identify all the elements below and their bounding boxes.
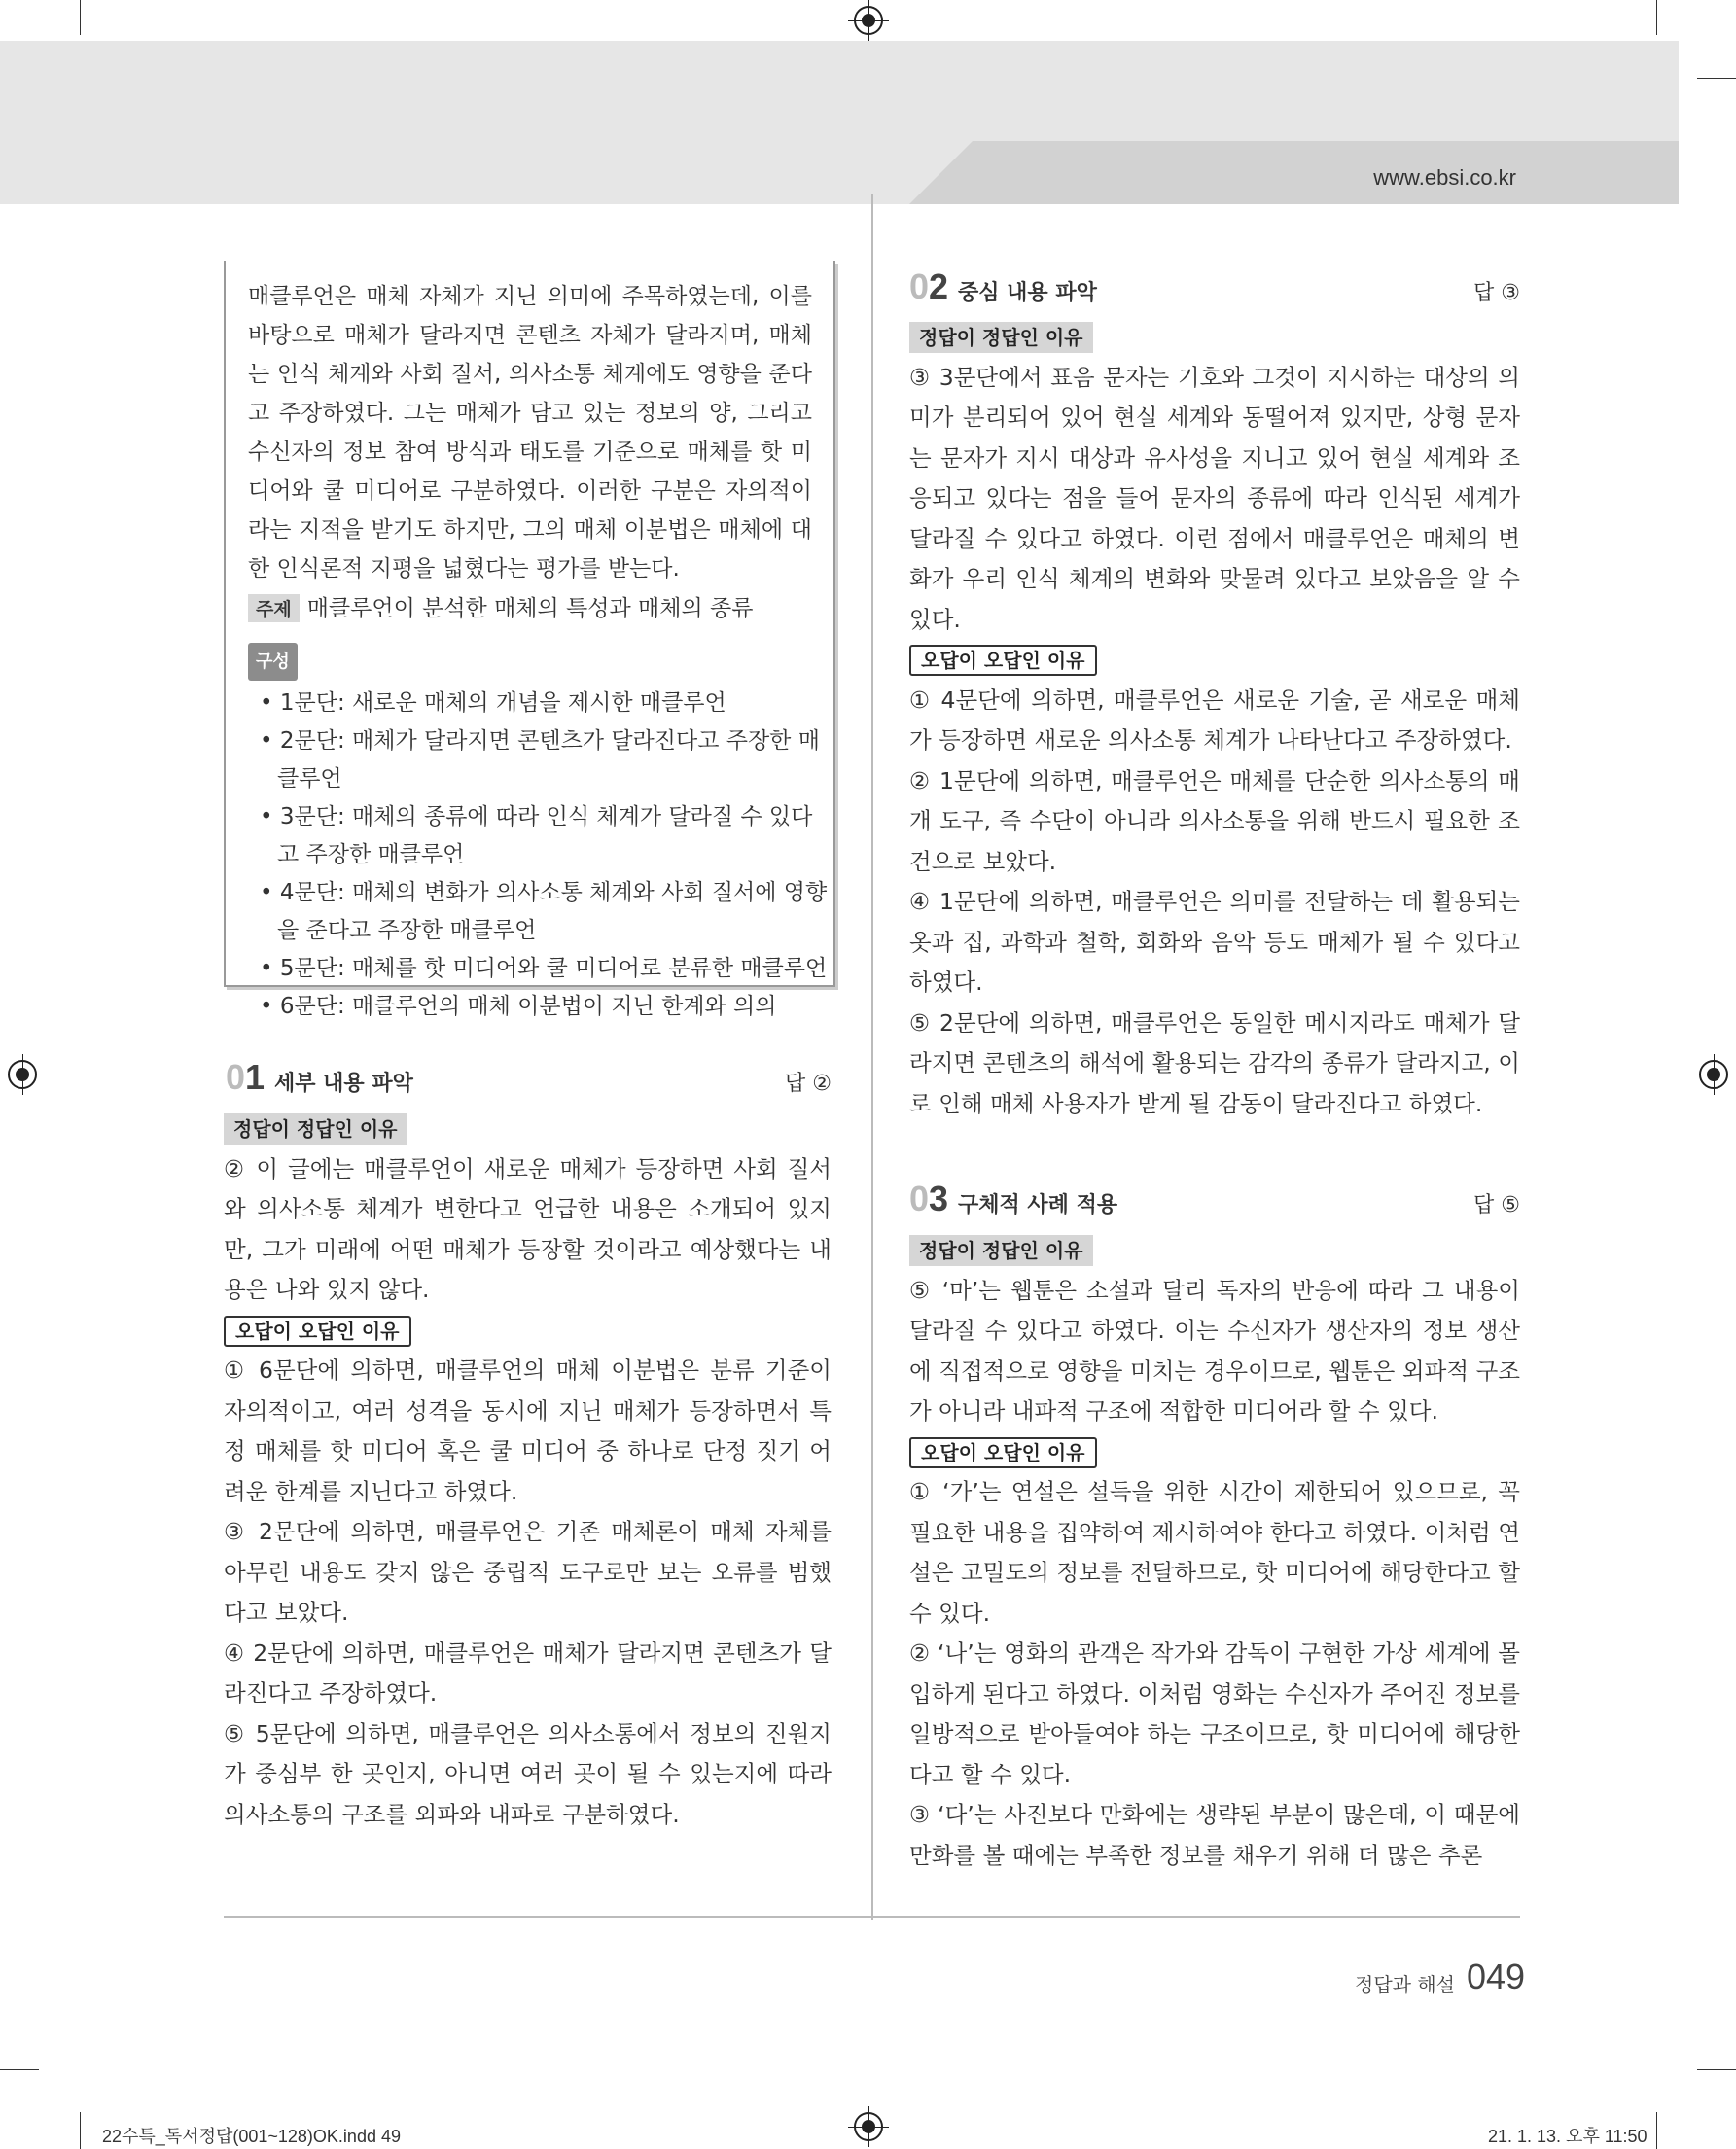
wrong-label: 오답이 오답인 이유	[909, 1437, 1097, 1468]
column-divider	[871, 194, 873, 1920]
wrong-explanation: ④ 2문단에 의하면, 매클루언은 매체가 달라지면 콘텐츠가 달라진다고 주장하였다.	[224, 1638, 832, 1707]
question-2-body	[909, 317, 1520, 1124]
question-2-header	[909, 266, 1520, 311]
crop-mark	[1656, 0, 1657, 35]
crop-mark	[80, 0, 81, 35]
structure-item: • 6문단: 매클루언의 매체 이분법이 지닌 한계와 의의	[260, 994, 777, 1019]
wrong-explanation: ① 4문단에 의하면, 매클루언은 새로운 기술, 곧 새로운 매체가 등장하면 새로운 의사소통 체계가 나타난다고 주장하였다.	[909, 686, 1520, 754]
registration-mark-icon	[8, 1060, 37, 1089]
structure-item: • 2문단: 매체가 달라지면 콘텐츠가 달라진다고 주장한 매클루언	[260, 728, 820, 792]
summary-text: 매클루언은 매체 자체가 지닌 의미에 주목하였는데, 이를 바탕으로 매체가 달라지면 콘텐츠 자체가 달라지며, 매체는 인식 체계와 사회 질서, 의사소통 체계에도 영향을 준다고 주장하였다. 그는 매체가 담고 있는 정보의 양, 그리고 수신자의 정보 참여 방식과 태도를 기준으로 매체를 핫 미디어와 쿨 미디어로 구분하였다. 이러한 구분은 자의적이라는 지적을 받기도 하지만, 그의 매체 이분법은 매체에 대한 인식론적 지평을 넓혔다는 평가를 받는다.	[248, 284, 812, 581]
correct-explanation: ② 이 글에는 매클루언이 새로운 매체가 등장하면 사회 질서와 의사소통 체계가 변한다고 언급한 내용은 소개되어 있지만, 그가 미래에 어떤 매체가 등장할 것이라고 예상했다는 내용은 나와 있지 않다.	[224, 1154, 832, 1303]
question-title: 세부 내용 파악	[274, 1072, 413, 1096]
question-number: 03	[909, 1179, 949, 1218]
footer-label: 정답과 해설	[1355, 1973, 1455, 1996]
crop-mark	[1697, 78, 1736, 79]
question-number: 01	[226, 1057, 266, 1097]
theme-row	[248, 590, 753, 622]
structure-label: 구성	[248, 643, 298, 681]
footer-rule	[224, 1916, 1520, 1918]
question-answer: 답 ③	[1473, 281, 1520, 305]
wrong-explanation: ③ ‘다’는 사진보다 만화에는 생략된 부분이 많은데, 이 때문에 만화를 볼 때에는 부족한 정보를 채우기 위해 더 많은 추론	[909, 1801, 1520, 1869]
wrong-label: 오답이 오답인 이유	[909, 645, 1097, 676]
registration-mark-icon	[1699, 1060, 1728, 1089]
page-number: 049	[1467, 1956, 1526, 1996]
header-accent	[909, 141, 1679, 204]
structure-list	[248, 642, 832, 1026]
wrong-explanation: ② ‘나’는 영화의 관객은 작가와 감독이 구현한 가상 세계에 몰입하게 된다고 하였다. 이처럼 영화는 수신자가 주어진 정보를 일방적으로 받아들여야 하는 구조이므로, 핫 미디어에 해당한다고 할 수 있다.	[909, 1639, 1520, 1788]
crop-mark	[80, 2112, 81, 2149]
correct-label: 정답이 정답인 이유	[909, 322, 1093, 353]
print-slug-date: 21. 1. 13. 오후 11:50	[1488, 2127, 1647, 2146]
question-1-body	[224, 1109, 832, 1835]
crop-mark	[0, 2069, 39, 2070]
correct-explanation: ③ 3문단에서 표음 문자는 기호와 그것이 지시하는 대상의 의미가 분리되어 있어 현실 세계와 동떨어져 있지만, 상형 문자는 문자가 지시 대상과 유사성을 지니고 있어 현실 세계와 조응되고 있다는 점을 들어 문자의 종류에 따라 인식된 세계가 달라질 수 있다고 하였다. 이런 점에서 매클루언은 매체의 변화가 우리 인식 체계의 변화와 맞물려 있다고 보았음을 알 수 있다.	[909, 363, 1520, 633]
registration-mark-icon	[854, 6, 883, 35]
question-answer: 답 ②	[785, 1072, 832, 1096]
wrong-explanation: ④ 1문단에 의하면, 매클루언은 의미를 전달하는 데 활용되는 옷과 집, 과학과 철학, 회화와 음악 등도 매체가 될 수 있다고 하였다.	[909, 888, 1520, 996]
question-number: 02	[909, 266, 949, 306]
correct-explanation: ⑤ ‘마’는 웹툰은 소설과 달리 독자의 반응에 따라 그 내용이 달라질 수 있다고 하였다. 이는 수신자가 생산자의 정보 생산에 직접적으로 영향을 미치는 경우이므로, 웹툰은 외파적 구조가 아니라 내파적 구조에 적합한 미디어라 할 수 있다.	[909, 1276, 1520, 1425]
question-3-body	[909, 1230, 1520, 1876]
wrong-explanation: ③ 2문단에 의하면, 매클루언은 기존 매체론이 매체 자체를 아무런 내용도 갖지 않은 중립적 도구로만 보는 오류를 범했다고 보았다.	[224, 1518, 832, 1626]
wrong-explanation: ⑤ 5문단에 의하면, 매클루언은 의사소통에서 정보의 진원지가 중심부 한 곳인지, 아니면 여러 곳이 될 수 있는지에 따라 의사소통의 구조를 외파와 내파로 구분하였다.	[224, 1719, 832, 1828]
wrong-explanation: ① ‘가’는 연설은 설득을 위한 시간이 제한되어 있으므로, 꼭 필요한 내용을 집약하여 제시하여야 한다고 하였다. 이처럼 연설은 고밀도의 정보를 전달하므로, 핫 미디어에 해당한다고 할 수 있다.	[909, 1478, 1520, 1627]
theme-text: 매클루언이 분석한 매체의 특성과 매체의 종류	[306, 596, 754, 621]
wrong-explanation: ① 6문단에 의하면, 매클루언의 매체 이분법은 분류 기준이 자의적이고, 여러 성격을 동시에 지닌 매체가 등장하면서 특정 매체를 핫 미디어 혹은 쿨 미디어 중 하나로 단정 짓기 어려운 한계를 지닌다고 하였다.	[224, 1356, 832, 1505]
structure-item: • 4문단: 매체의 변화가 의사소통 체계와 사회 질서에 영향을 준다고 주장한 매클루언	[260, 880, 828, 943]
correct-label: 정답이 정답인 이유	[909, 1235, 1093, 1266]
theme-label: 주제	[248, 594, 300, 622]
wrong-explanation: ② 1문단에 의하면, 매클루언은 매체를 단순한 의사소통의 매개 도구, 즉 수단이 아니라 의사소통을 위해 반드시 필요한 조건으로 보았다.	[909, 766, 1520, 875]
structure-item: • 3문단: 매체의 종류에 따라 인식 체계가 달라질 수 있다고 주장한 매클루언	[260, 804, 813, 867]
site-url[interactable]: www.ebsi.co.kr	[1373, 165, 1516, 190]
question-answer: 답 ⑤	[1473, 1193, 1520, 1217]
question-title: 중심 내용 파악	[958, 281, 1097, 305]
crop-mark	[1656, 2112, 1657, 2149]
correct-label: 정답이 정답인 이유	[224, 1113, 407, 1145]
registration-mark-icon	[854, 2112, 883, 2141]
wrong-label: 오답이 오답인 이유	[224, 1316, 411, 1347]
crop-mark	[1697, 2069, 1736, 2070]
print-slug-file: 22수특_독서정답(001~128)OK.indd 49	[102, 2127, 401, 2146]
question-title: 구체적 사례 적용	[958, 1193, 1118, 1217]
question-1-header	[226, 1057, 832, 1102]
wrong-explanation: ⑤ 2문단에 의하면, 매클루언은 동일한 메시지라도 매체가 달라지면 콘텐츠의 해석에 활용되는 감각의 종류가 달라지고, 이로 인해 매체 사용자가 받게 될 감동이 달라진다고 하였다.	[909, 1008, 1520, 1117]
structure-item: • 1문단: 새로운 매체의 개념을 제시한 매클루언	[260, 690, 726, 716]
question-3-header	[909, 1179, 1520, 1223]
structure-item: • 5문단: 매체를 핫 미디어와 쿨 미디어로 분류한 매클루언	[260, 956, 828, 981]
